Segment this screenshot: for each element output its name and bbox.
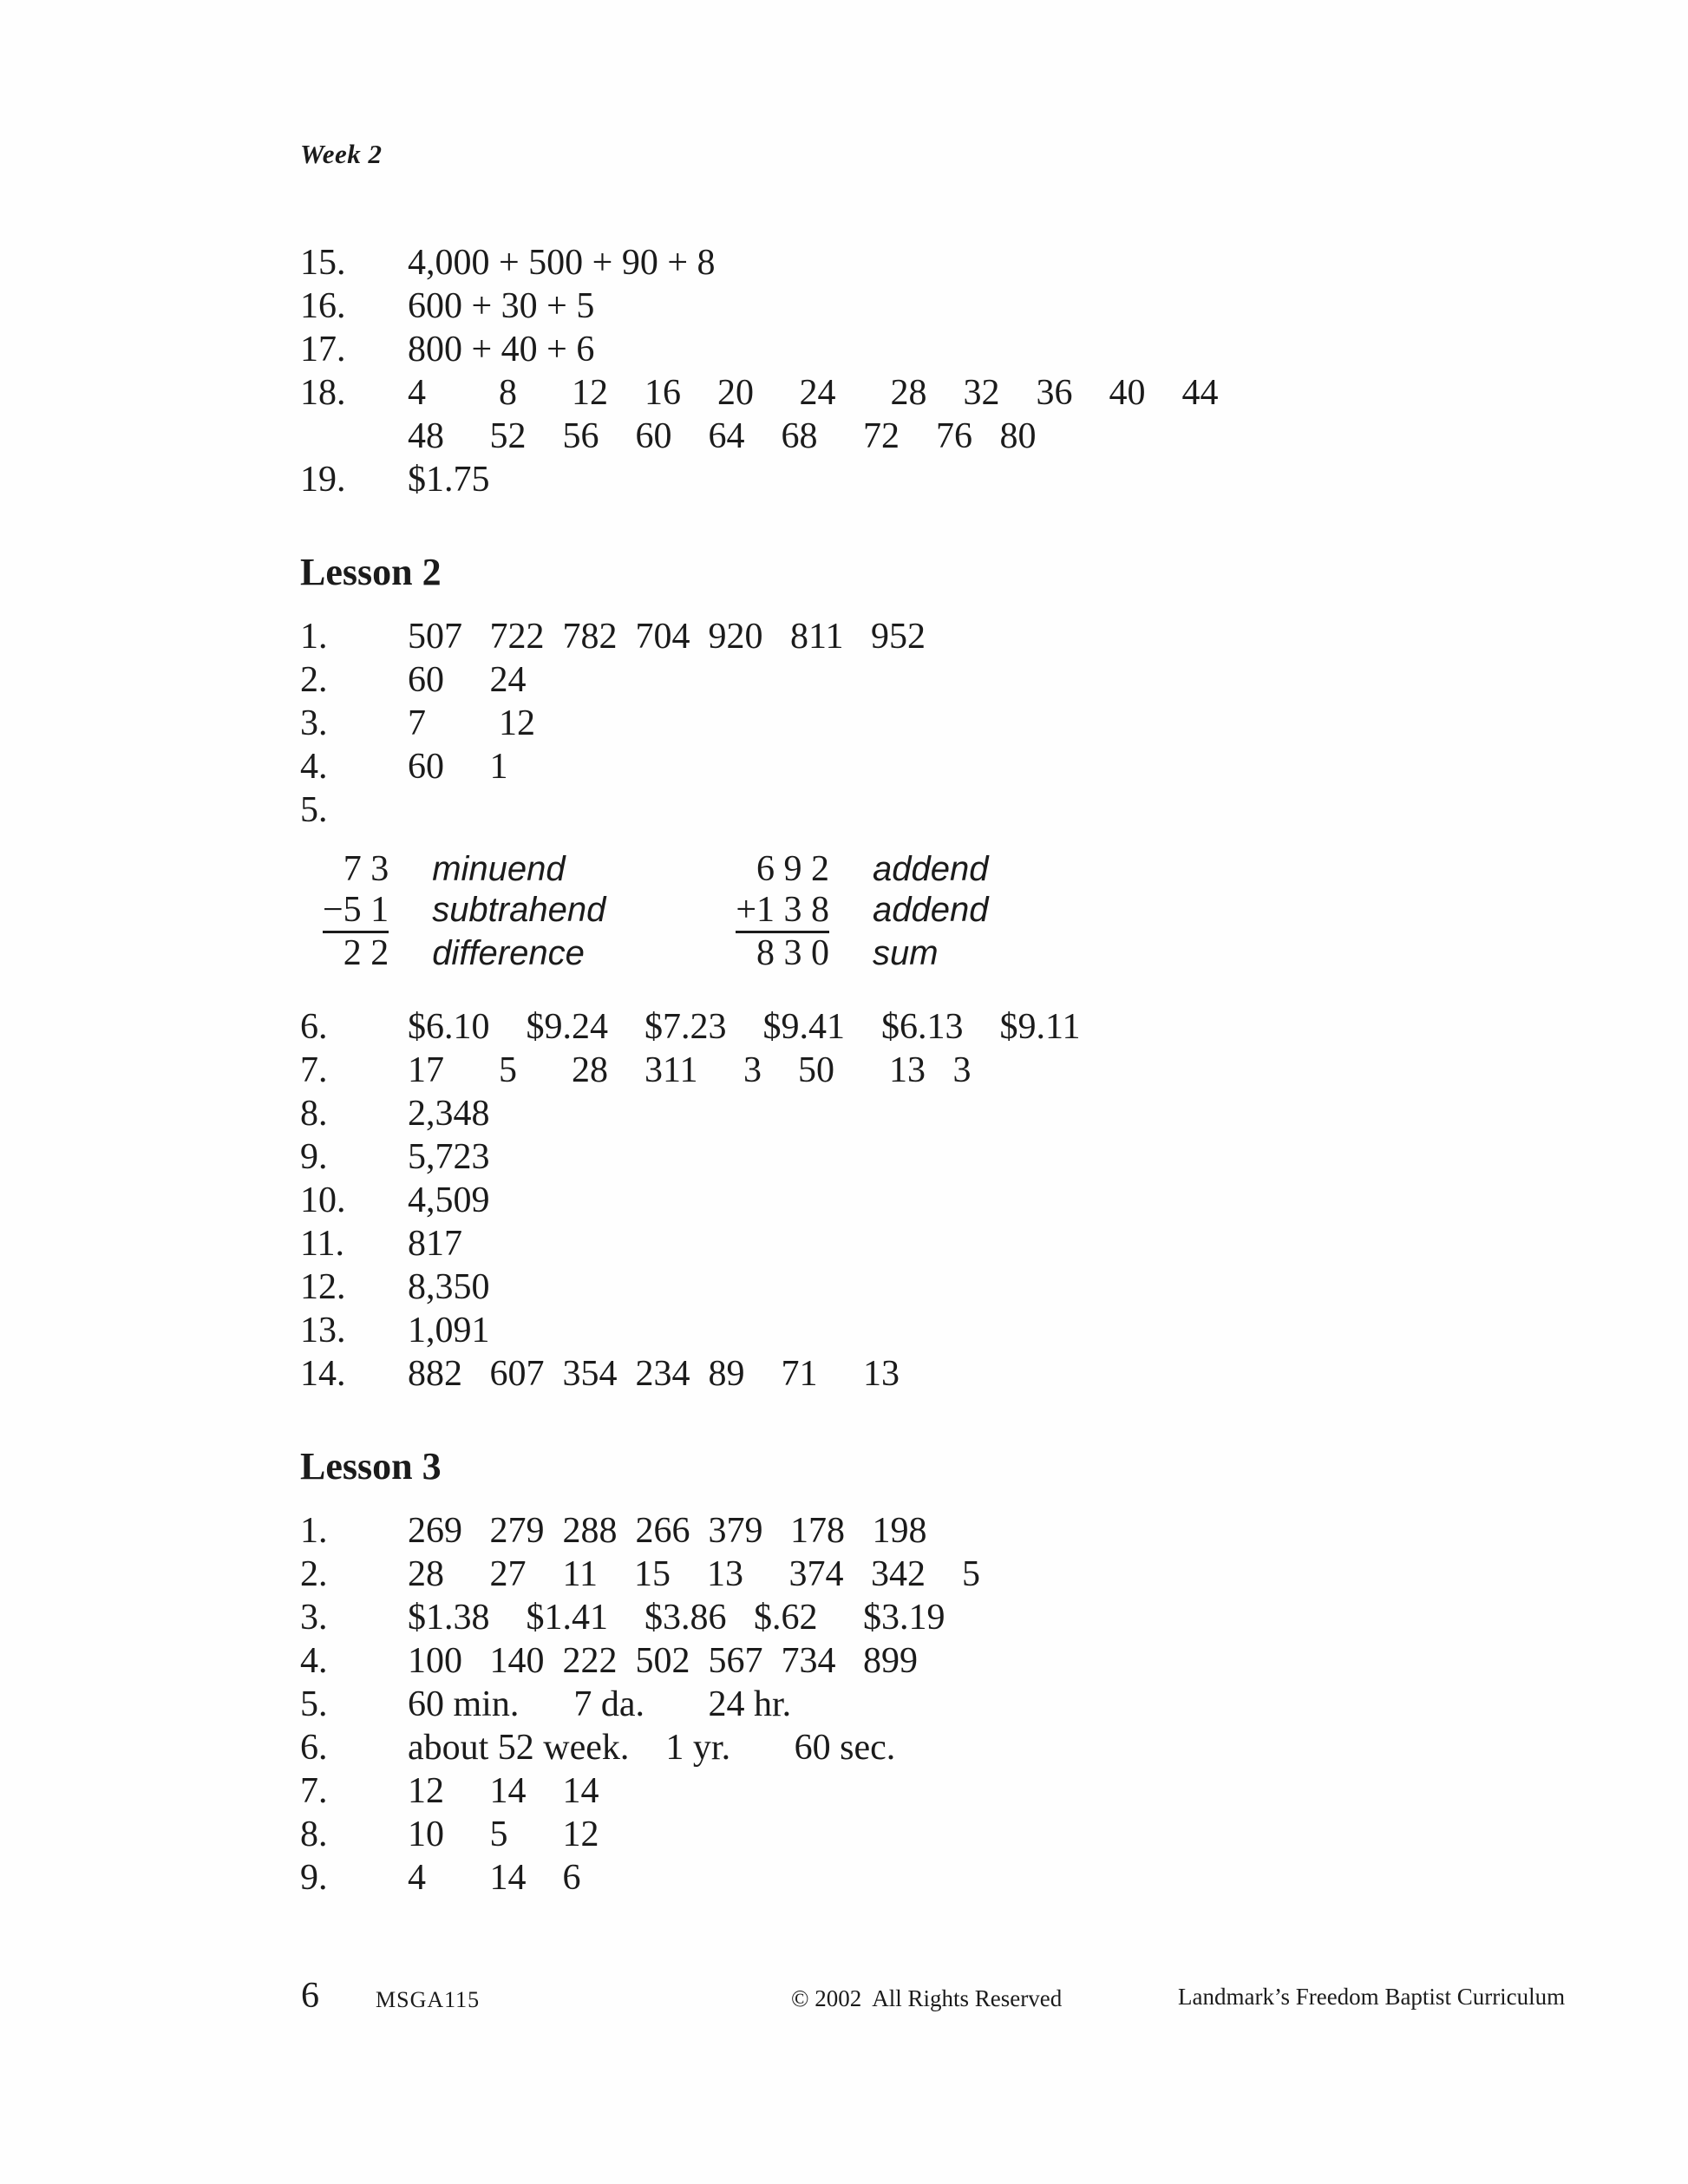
item-number: 6.	[300, 1007, 328, 1047]
answer-row: 60 1	[408, 747, 508, 787]
item-number: 19.	[300, 460, 346, 500]
answer-item	[300, 1309, 1593, 1352]
example-number: +1 3 8	[736, 890, 830, 930]
answer-row: 7 12	[408, 703, 535, 743]
answer-row: 269 279 288 266 379 178 198	[408, 1511, 927, 1551]
answer-row: 12 14 14	[408, 1771, 599, 1811]
item-answer	[408, 1179, 1593, 1222]
vertical-arithmetic-example	[736, 849, 988, 974]
item-number: 11.	[300, 1224, 344, 1264]
item-answer	[408, 241, 1593, 284]
answer-item	[300, 1005, 1593, 1049]
example-term-label: addend	[873, 891, 989, 929]
item-answer	[408, 1049, 1593, 1092]
answer-item	[300, 788, 1593, 832]
answer-row: 600 + 30 + 5	[408, 286, 595, 326]
item-answer	[408, 1352, 1593, 1396]
answer-row: 507 722 782 704 920 811 952	[408, 617, 926, 657]
answer-item	[300, 1639, 1593, 1683]
answer-item	[300, 1683, 1593, 1726]
answer-row: 2,348	[408, 1094, 490, 1134]
item-answer	[408, 702, 1593, 745]
answer-row: 4 14 6	[408, 1858, 581, 1898]
item-answer	[408, 1726, 1593, 1769]
answer-item	[300, 658, 1593, 702]
answer-row: 10 5 12	[408, 1815, 599, 1854]
item-answer	[408, 615, 1593, 658]
answer-item	[300, 1726, 1593, 1769]
answer-item	[300, 284, 1593, 328]
answer-section	[300, 1444, 1593, 1900]
item-number: 1.	[300, 1511, 328, 1551]
answer-item	[300, 1179, 1593, 1222]
item-number: 13.	[300, 1311, 346, 1350]
item-answer	[408, 371, 1593, 458]
answer-item	[300, 328, 1593, 371]
answer-row: 1,091	[408, 1311, 490, 1350]
item-answer	[408, 1813, 1593, 1856]
answer-row: $1.38 $1.41 $3.86 $.62 $3.19	[408, 1598, 945, 1638]
example-number: 8 3 0	[736, 931, 829, 974]
answer-item	[300, 1092, 1593, 1135]
publisher-name: Landmark’s Freedom Baptist Curriculum	[1178, 1984, 1566, 2010]
item-number: 8.	[300, 1094, 328, 1134]
example-number: 2 2	[323, 931, 389, 974]
answer-item	[300, 1135, 1593, 1179]
item-answer	[408, 1596, 1593, 1639]
answer-item	[300, 1222, 1593, 1265]
answer-row: 60 24	[408, 660, 527, 700]
item-answer	[408, 1092, 1593, 1135]
item-answer	[408, 1683, 1593, 1726]
item-answer	[408, 1769, 1593, 1813]
item-number: 16.	[300, 286, 346, 326]
answer-row: $1.75	[408, 460, 490, 500]
item-number: 4.	[300, 747, 328, 787]
worked-examples	[323, 849, 1593, 974]
item-answer	[408, 1553, 1593, 1596]
example-number: −5 1	[323, 890, 389, 930]
item-number: 9.	[300, 1137, 328, 1177]
lesson-heading: Lesson 2	[300, 551, 442, 593]
answer-row: 28 27 11 15 13 374 342 5	[408, 1554, 980, 1594]
item-number: 15.	[300, 243, 346, 283]
item-number: 7.	[300, 1050, 328, 1090]
answer-item	[300, 702, 1593, 745]
answer-item	[300, 745, 1593, 788]
answer-row: 5,723	[408, 1137, 490, 1177]
item-number: 6.	[300, 1728, 328, 1768]
item-answer	[408, 1309, 1593, 1352]
answer-row: 8,350	[408, 1267, 490, 1307]
answer-row: about 52 week. 1 yr. 60 sec.	[408, 1728, 896, 1768]
item-number: 17.	[300, 330, 346, 369]
example-term-label: minuend	[432, 850, 566, 888]
example-term-label: subtrahend	[432, 891, 606, 929]
lesson-heading: Lesson 3	[300, 1445, 442, 1488]
item-answer	[408, 1856, 1593, 1900]
item-number: 4.	[300, 1641, 328, 1681]
item-number: 2.	[300, 660, 328, 700]
item-answer	[408, 1222, 1593, 1265]
answer-item	[300, 1553, 1593, 1596]
answer-key-content	[300, 241, 1593, 1900]
item-number: 1.	[300, 617, 328, 657]
item-number: 9.	[300, 1858, 328, 1898]
item-number: 18.	[300, 373, 346, 413]
item-answer	[408, 284, 1593, 328]
answer-row: 4,509	[408, 1180, 490, 1220]
example-term-label: sum	[873, 934, 939, 972]
item-answer	[408, 458, 1593, 501]
answer-row: 800 + 40 + 6	[408, 330, 595, 369]
item-answer	[408, 788, 1593, 832]
item-answer	[408, 328, 1593, 371]
answer-item	[300, 1265, 1593, 1309]
answer-row: 17 5 28 311 3 50 13 3	[408, 1050, 972, 1090]
answer-item	[300, 241, 1593, 284]
item-answer	[408, 1005, 1593, 1049]
answer-row: 4,000 + 500 + 90 + 8	[408, 243, 716, 283]
answer-row: 60 min. 7 da. 24 hr.	[408, 1684, 792, 1724]
example-term-label: difference	[432, 934, 585, 972]
example-number: 6 9 2	[756, 849, 830, 889]
answer-row: 100 140 222 502 567 734 899	[408, 1641, 918, 1681]
item-number: 10.	[300, 1180, 346, 1220]
item-answer	[408, 1639, 1593, 1683]
answer-item	[300, 1509, 1593, 1553]
item-answer	[408, 1509, 1593, 1553]
copyright-notice: © 2002 All Rights Reserved	[791, 1985, 1063, 2011]
example-term-label: addend	[873, 850, 989, 888]
answer-row: 4 8 12 16 20 24 28 32 36 40 44	[408, 373, 1219, 413]
vertical-arithmetic-example	[323, 849, 605, 974]
answer-item	[300, 458, 1593, 501]
answer-item	[300, 1813, 1593, 1856]
answer-row: 882 607 354 234 89 71 13	[408, 1354, 900, 1394]
answer-row	[408, 788, 1593, 832]
item-answer	[408, 1135, 1593, 1179]
answer-item	[300, 1352, 1593, 1396]
item-answer	[408, 745, 1593, 788]
item-answer	[408, 658, 1593, 702]
answer-item	[300, 615, 1593, 658]
answer-item	[300, 1856, 1593, 1900]
item-number: 5.	[300, 1684, 328, 1724]
week-label: Week 2	[300, 139, 383, 169]
item-number: 3.	[300, 703, 328, 743]
item-number: 2.	[300, 1554, 328, 1594]
example-number: 7 3	[343, 849, 389, 889]
item-number: 12.	[300, 1267, 346, 1307]
curriculum-code: MSGA115	[376, 1987, 481, 2012]
answer-item	[300, 371, 1593, 458]
item-number: 3.	[300, 1598, 328, 1638]
page-number: 6	[301, 1976, 319, 2016]
answer-row: $6.10 $9.24 $7.23 $9.41 $6.13 $9.11	[408, 1007, 1081, 1047]
answer-section	[300, 550, 1593, 1396]
answer-section	[300, 241, 1593, 501]
item-answer	[408, 1265, 1593, 1309]
answer-item	[300, 1769, 1593, 1813]
item-number: 8.	[300, 1815, 328, 1854]
item-number: 14.	[300, 1354, 346, 1394]
item-number: 5.	[300, 790, 328, 830]
answer-item	[300, 1596, 1593, 1639]
answer-row: 48 52 56 60 64 68 72 76 80	[408, 416, 1037, 456]
item-number: 7.	[300, 1771, 328, 1811]
answer-item	[300, 1049, 1593, 1092]
answer-row: 817	[408, 1224, 462, 1264]
